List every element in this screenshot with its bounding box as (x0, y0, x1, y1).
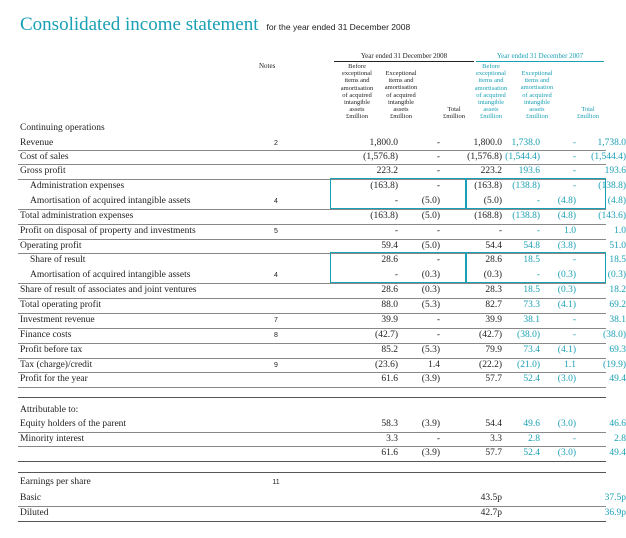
statement-row (18, 299, 626, 313)
statement-note: 7 (274, 317, 278, 324)
column-header-total-py: Total £million (576, 106, 600, 121)
statement-value: (138.8) (512, 211, 540, 221)
page-title (20, 14, 410, 36)
statement-value: - (572, 315, 576, 325)
statement-value: 1,738.0 (597, 138, 626, 148)
statement-value: (1,544.4) (591, 152, 626, 162)
statement-value: 28.6 (381, 285, 398, 295)
eps-label: Basic (20, 493, 42, 503)
statement-subtitle: for the year ended 31 December 2008 (266, 22, 411, 32)
attributable-value: 57.7 (485, 448, 502, 458)
statement-value: 57.7 (485, 374, 502, 384)
statement-value: (4.1) (557, 345, 576, 355)
statement-value: 223.2 (480, 166, 502, 176)
statement-value: 73.3 (523, 300, 540, 310)
statement-label: Profit before tax (20, 345, 83, 355)
statement-row (18, 151, 626, 165)
statement-value: - (536, 270, 540, 280)
statement-value: - (436, 138, 440, 148)
attributable-value: - (572, 434, 576, 444)
statement-value: 38.1 (523, 315, 540, 325)
highlight-box (330, 252, 466, 283)
attributable-value: 49.6 (523, 419, 540, 429)
statement-value: (0.3) (557, 285, 576, 295)
attributable-value: 52.4 (523, 448, 540, 458)
statement-label: Investment revenue (20, 315, 95, 325)
statement-value: 39.9 (485, 315, 502, 325)
attributable-heading-row (18, 404, 606, 418)
statement-value: 85.2 (381, 345, 398, 355)
attributable-value: (3.9) (421, 419, 440, 429)
statement-value: (5.0) (483, 196, 502, 206)
statement-row (18, 165, 626, 179)
row-divider (18, 397, 606, 398)
row-divider (18, 150, 606, 151)
statement-value: (1,576.8) (363, 152, 398, 162)
statement-row (18, 344, 626, 358)
statement-value: 18.5 (523, 255, 540, 265)
statement-value: (4.8) (557, 211, 576, 221)
statement-label: Total administration expenses (20, 211, 134, 221)
statement-value: - (436, 226, 440, 236)
attributable-value: - (436, 434, 440, 444)
statement-value: 1,800.0 (369, 138, 398, 148)
attributable-value: (3.0) (557, 448, 576, 458)
statement-value: - (572, 152, 576, 162)
statement-value: 18.5 (523, 285, 540, 295)
statement-note: 4 (274, 272, 278, 279)
statement-value: (163.8) (370, 211, 398, 221)
statement-value: (1,544.4) (505, 152, 540, 162)
row-divider (18, 343, 606, 344)
statement-value: (143.6) (598, 211, 626, 221)
statement-value: (3.8) (557, 241, 576, 251)
statement-note: 2 (274, 140, 278, 147)
statement-label: Profit on disposal of property and investments (20, 226, 196, 236)
statement-value: (5.3) (421, 300, 440, 310)
statement-value: (0.3) (483, 270, 502, 280)
eps-heading-row (18, 476, 606, 490)
row-divider (18, 521, 606, 522)
attributable-value: 46.6 (609, 419, 626, 429)
attributable-value: 3.3 (386, 434, 398, 444)
row-divider (18, 283, 606, 284)
statement-value: - (498, 226, 502, 236)
highlight-box (466, 178, 606, 209)
statement-value: (21.0) (517, 360, 540, 370)
row-divider (18, 372, 606, 373)
statement-value: 54.8 (523, 241, 540, 251)
statement-value: 1,800.0 (473, 138, 502, 148)
statement-label: Continuing operations (20, 123, 105, 133)
statement-value: (0.3) (607, 270, 626, 280)
statement-label: Finance costs (20, 330, 72, 340)
statement-value: 73.4 (523, 345, 540, 355)
statement-value: 1,738.0 (511, 138, 540, 148)
row-divider (18, 313, 606, 314)
statement-value: 52.4 (523, 374, 540, 384)
attributable-value: 54.4 (485, 419, 502, 429)
column-header-before-cy: Before exceptional items and amortisation of acquired intangible assets £million (340, 63, 374, 121)
statement-value: (5.0) (421, 196, 440, 206)
statement-value: 1.0 (564, 226, 576, 236)
statement-value: (38.0) (517, 330, 540, 340)
attributable-label: Equity holders of the parent (20, 419, 127, 429)
statement-value: (0.3) (421, 285, 440, 295)
eps-value: 37.5p (604, 493, 626, 503)
statement-row (18, 314, 626, 328)
statement-value: - (572, 166, 576, 176)
statement-value: - (394, 270, 398, 280)
statement-label: Amortisation of acquired intangible assets (30, 270, 191, 280)
statement-title: Consolidated income statement (20, 14, 259, 35)
statement-label: Cost of sales (20, 152, 69, 162)
statement-value: 88.0 (381, 300, 398, 310)
row-divider (18, 239, 606, 240)
row-divider (18, 387, 606, 388)
statement-value: 49.4 (609, 374, 626, 384)
statement-label: Share of result (30, 255, 86, 265)
statement-value: - (394, 226, 398, 236)
eps-label: Diluted (20, 508, 49, 518)
statement-row (18, 373, 626, 387)
attributable-value: (3.9) (421, 448, 440, 458)
highlight-box (466, 252, 606, 283)
statement-value: 51.0 (609, 241, 626, 251)
statement-note: 8 (274, 332, 278, 339)
row-divider (18, 164, 606, 165)
column-header-before-py: Before exceptional items and amortisation of acquired intangible assets £million (474, 63, 508, 121)
attributable-label: Minority interest (20, 434, 85, 444)
py-group-header: Year ended 31 December 2007 (476, 52, 604, 62)
column-header-total-cy: Total £million (442, 106, 466, 121)
statement-value: 1.0 (614, 226, 626, 236)
statement-value: 82.7 (485, 300, 502, 310)
row-divider (18, 461, 606, 462)
eps-row (18, 492, 626, 506)
statement-row (18, 359, 626, 373)
attributable-row (18, 418, 626, 432)
eps-row (18, 507, 626, 521)
statement-value: 1.4 (428, 360, 440, 370)
statement-value: - (436, 166, 440, 176)
eps-heading: Earnings per share (20, 477, 91, 487)
statement-note: 4 (274, 198, 278, 205)
statement-value: (4.1) (557, 300, 576, 310)
row-divider (18, 358, 606, 359)
statement-value: 18.5 (609, 255, 626, 265)
attributable-value: 2.8 (614, 434, 626, 444)
statement-value: 1.1 (564, 360, 576, 370)
cy-group-header: Year ended 31 December 2008 (334, 52, 474, 62)
statement-row (18, 225, 626, 239)
statement-value: - (536, 196, 540, 206)
attributable-value: 61.6 (381, 448, 398, 458)
statement-value: (163.8) (474, 181, 502, 191)
statement-note: 5 (274, 228, 278, 235)
statement-value: (5.0) (421, 241, 440, 251)
statement-value: - (436, 330, 440, 340)
attributable-value: 58.3 (381, 419, 398, 429)
statement-value: 54.4 (485, 241, 502, 251)
statement-value: 38.1 (609, 315, 626, 325)
statement-row (18, 137, 626, 151)
statement-label: Revenue (20, 138, 54, 148)
eps-value: 36.9p (604, 508, 626, 518)
statement-value: (4.8) (557, 196, 576, 206)
statement-value: 69.3 (609, 345, 626, 355)
notes-header: Notes (259, 62, 276, 70)
statement-label: Gross profit (20, 166, 66, 176)
statement-row (18, 284, 626, 298)
statement-value: (3.9) (421, 374, 440, 384)
statement-value: (5.0) (421, 211, 440, 221)
attributable-value: 3.3 (490, 434, 502, 444)
row-divider (18, 432, 606, 433)
statement-label: Share of result of associates and joint ventures (20, 285, 197, 295)
statement-value: - (572, 181, 576, 191)
statement-value: (38.0) (603, 330, 626, 340)
statement-value: - (436, 152, 440, 162)
attributable-heading: Attributable to: (20, 405, 79, 415)
statement-value: - (536, 226, 540, 236)
statement-value: 28.6 (381, 255, 398, 265)
statement-value: - (436, 181, 440, 191)
statement-value: 59.4 (381, 241, 398, 251)
attributable-row (18, 447, 626, 461)
statement-value: 28.3 (485, 285, 502, 295)
row-divider (18, 209, 606, 210)
statement-value: (23.6) (375, 360, 398, 370)
attributable-row (18, 433, 626, 447)
row-divider (18, 506, 606, 507)
statement-value: (3.0) (557, 374, 576, 384)
statement-value: 18.2 (609, 285, 626, 295)
row-divider (18, 298, 606, 299)
statement-value: - (572, 138, 576, 148)
statement-value: (0.3) (421, 270, 440, 280)
statement-value: 28.6 (485, 255, 502, 265)
statement-value: (1,576.8) (467, 152, 502, 162)
statement-value: 79.9 (485, 345, 502, 355)
statement-value: - (436, 255, 440, 265)
statement-value: (0.3) (557, 270, 576, 280)
attributable-value: 49.4 (609, 448, 626, 458)
eps-value: 42.7p (480, 508, 502, 518)
column-header-exceptional-py: Exceptional items and amortisation of acquired intangible assets £million (520, 70, 554, 121)
statement-value: (168.8) (474, 211, 502, 221)
statement-label: Operating profit (20, 241, 82, 251)
statement-value: (22.2) (479, 360, 502, 370)
statement-row (18, 329, 626, 343)
statement-value: (138.8) (512, 181, 540, 191)
statement-value: 223.2 (376, 166, 398, 176)
statement-label: Profit for the year (20, 374, 88, 384)
statement-value: (19.9) (603, 360, 626, 370)
row-divider (18, 446, 606, 447)
attributable-value: 2.8 (528, 434, 540, 444)
row-divider (18, 328, 606, 329)
statement-value: (4.8) (607, 196, 626, 206)
statement-value: 69.2 (609, 300, 626, 310)
statement-row (18, 122, 606, 136)
statement-note: 9 (274, 362, 278, 369)
statement-value: - (394, 196, 398, 206)
statement-value: (163.8) (370, 181, 398, 191)
eps-value: 43.5p (480, 493, 502, 503)
row-divider (18, 472, 606, 473)
statement-row (18, 210, 626, 224)
statement-value: (5.3) (421, 345, 440, 355)
eps-note: 11 (272, 479, 280, 486)
statement-value: (42.7) (479, 330, 502, 340)
attributable-value: (3.0) (557, 419, 576, 429)
statement-value: (138.8) (598, 181, 626, 191)
statement-value: 39.9 (381, 315, 398, 325)
statement-value: - (572, 330, 576, 340)
statement-label: Amortisation of acquired intangible assets (30, 196, 191, 206)
statement-value: - (572, 255, 576, 265)
column-header-exceptional-cy: Exceptional items and amortisation of acquired intangible assets £million (384, 70, 418, 121)
statement-value: 61.6 (381, 374, 398, 384)
statement-label: Total operating profit (20, 300, 102, 310)
statement-value: (42.7) (375, 330, 398, 340)
highlight-box (330, 178, 466, 209)
statement-value: 193.6 (518, 166, 540, 176)
statement-label: Tax (charge)/credit (20, 360, 93, 370)
statement-label: Administration expenses (30, 181, 125, 191)
statement-value: 193.6 (604, 166, 626, 176)
row-divider (18, 224, 606, 225)
statement-value: - (436, 315, 440, 325)
